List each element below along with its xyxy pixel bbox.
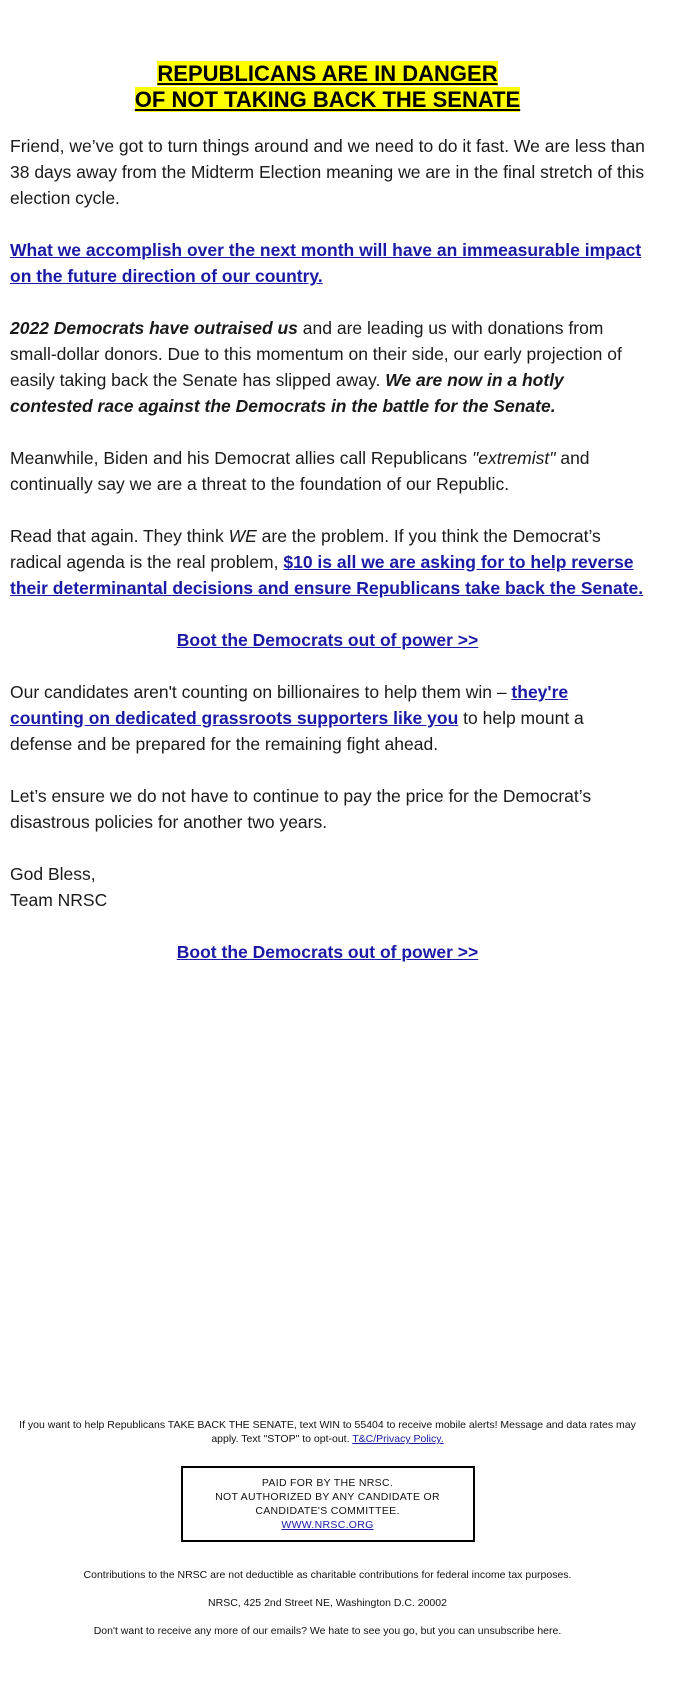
grassroots-link[interactable]: they're counting on dedicated grassroots supporters like you <box>10 682 569 728</box>
boot-democrats-cta-2[interactable]: Boot the Democrats out of power >> <box>176 942 479 962</box>
accomplish-link[interactable]: What we accomplish over the next month will have an immeasurable impact on the future direction of our country. <box>10 240 642 286</box>
paragraph-grassroots <box>10 679 645 757</box>
read-again-text-mid: are the problem. If you think the Democrat’s radical agenda is the real problem, <box>10 526 601 572</box>
paid-line-3: CANDIDATE'S COMMITTEE. <box>255 1505 400 1517</box>
paid-line-2: NOT AUTHORIZED BY ANY CANDIDATE OR <box>215 1491 440 1503</box>
outraised-text: and are leading us with donations from small-dollar donors. Due to this momentum on their side, our early projection of easily taking back the Senate has slipped away. <box>10 318 622 390</box>
we-emphasis: WE <box>228 526 257 546</box>
ten-dollar-link[interactable]: $10 is all we are asking for to help reverse their determinantal decisions and ensure Republicans take back the Senate. <box>10 552 644 598</box>
boot-democrats-cta-1[interactable]: Boot the Democrats out of power >> <box>176 630 479 650</box>
sms-text: If you want to help Republicans TAKE BACK THE SENATE, text WIN to 55404 to receive mobile alerts! Message and data rates may apply. Text "STOP" to opt-out. <box>19 1419 636 1445</box>
signoff-team: Team NRSC <box>10 890 108 910</box>
signoff <box>10 861 645 913</box>
paid-for-box <box>181 1466 475 1542</box>
contested-emphasis: We are now in a hotly contested race against the Democrats in the battle for the Senate. <box>10 370 564 416</box>
signoff-greeting: God Bless, <box>10 864 96 884</box>
tax-note: Contributions to the NRSC are not deductible as charitable contributions for federal income tax purposes. <box>83 1569 572 1581</box>
paid-line-1: PAID FOR BY THE NRSC. <box>261 1477 394 1489</box>
extremist-quote: "extremist" <box>472 448 556 468</box>
sms-disclaimer <box>10 1418 645 1446</box>
grassroots-text: Our candidates aren't counting on billionaires to help them win – <box>10 682 512 702</box>
privacy-policy-link[interactable]: T&C/Privacy Policy. <box>352 1433 444 1445</box>
paragraph-accomplish <box>10 237 645 289</box>
paragraph-price: Let’s ensure we do not have to continue to pay the price for the Democrat’s disastrous policies for another two years. <box>10 786 592 832</box>
headline <box>10 0 645 113</box>
email-body <box>10 0 645 991</box>
unsubscribe-text[interactable]: Don't want to receive any more of our emails? We hate to see you go, but you can unsubscribe here. <box>93 1625 562 1637</box>
extremist-text-end: and continually say we are a threat to the foundation of our Republic. <box>10 448 590 494</box>
paragraph-outraised <box>10 315 645 419</box>
paragraph-extremist <box>10 445 645 497</box>
headline-line-1: REPUBLICANS ARE IN DANGER <box>157 61 498 86</box>
grassroots-text-end: to help mount a defense and be prepared for the remaining fight ahead. <box>10 708 584 754</box>
outraised-emphasis: 2022 Democrats have outraised us <box>10 318 298 338</box>
paragraph-intro: Friend, we’ve got to turn things around and we need to do it fast. We are less than 38 days away from the Midterm Election meaning we are in the final stretch of this election cycle. <box>10 136 645 208</box>
read-again-text: Read that again. They think <box>10 526 229 546</box>
paragraph-read-again <box>10 523 645 601</box>
extremist-text: Meanwhile, Biden and his Democrat allies call Republicans <box>10 448 473 468</box>
email-footer <box>10 1418 645 1638</box>
headline-line-2: OF NOT TAKING BACK THE SENATE <box>134 87 521 112</box>
mailing-address: NRSC, 425 2nd Street NE, Washington D.C. 20002 <box>208 1597 447 1609</box>
nrsc-website-link[interactable]: WWW.NRSC.ORG <box>281 1519 374 1531</box>
